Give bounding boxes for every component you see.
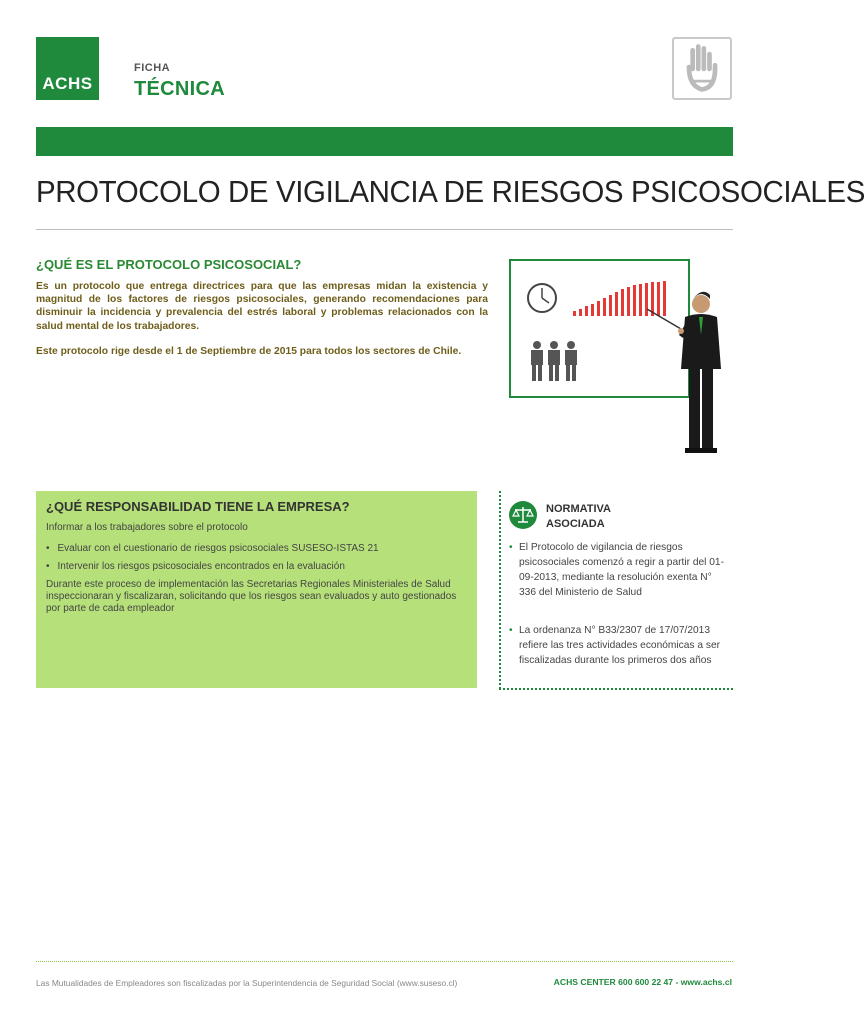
presentation-illustration: [509, 259, 733, 459]
title-divider: [36, 229, 733, 230]
achs-logo: [36, 37, 99, 100]
footer-contact: ACHS CENTER 600 600 22 47 - www.achs.cl: [553, 977, 732, 987]
hand-icon: [672, 37, 732, 100]
normativa-item-text: La ordenanza N° B33/2307 de 17/07/2013 refiere las tres actividades económicas a ser fiscalizadas durante los primeros dos años: [519, 625, 721, 666]
responsabilidad-bullet: • Intervenir los riesgos psicosociales encontrados en la evaluación: [46, 561, 466, 572]
responsabilidad-panel: [36, 491, 477, 688]
normativa-title-line2: ASOCIADA: [546, 518, 605, 530]
normativa-item-text: El Protocolo de vigilancia de riesgos psicosociales comenzó a regir a partir del 01-09-2013, mediante la resolución exenta N° 336 del Ministerio de Salud: [519, 542, 724, 598]
page-title: PROTOCOLO DE VIGILANCIA DE RIESGOS PSICOSOCIALES: [36, 174, 865, 209]
bullet-dot: •: [509, 542, 513, 553]
footer-disclaimer: Las Mutualidades de Empleadores son fiscalizadas por la Superintendencia de Seguridad Social (www.suseso.cl): [36, 978, 458, 988]
normativa-border-left: [499, 491, 501, 689]
responsabilidad-intro: Informar a los trabajadores sobre el protocolo: [46, 522, 248, 533]
logo-text: ACHS: [42, 74, 93, 93]
section-paragraph-que-es: Es un protocolo que entrega directrices para que las empresas midan la existencia y magnitud de los factores de riesgos psicosociales, generando recomendaciones para disminuir la incidencia y prevalencia del estrés laboral y problemas relacionados con la salud mental de los trabajadores.: [36, 281, 488, 332]
responsabilidad-closing: Durante este proceso de implementación las Secretarias Regionales Ministeriales de Salud inspeccionaran y fiscalizaran, solicitando que los riesgos sean evaluados y auto gestionados por parte de cada empleador: [46, 579, 457, 614]
footer-divider: [36, 961, 733, 962]
scales-icon: [509, 501, 537, 529]
section-heading-que-es: ¿QUÉ ES EL PROTOCOLO PSICOSOCIAL?: [36, 257, 302, 272]
bullet-dot: •: [509, 625, 513, 636]
header-green-bar: [36, 127, 733, 156]
normativa-title-line1: NORMATIVA: [546, 503, 611, 515]
normativa-title: [546, 502, 646, 532]
normativa-item: [509, 623, 729, 668]
tecnica-label: TÉCNICA: [134, 78, 225, 100]
responsabilidad-bullet: • Evaluar con el cuestionario de riesgos psicosociales SUSESO-ISTAS 21: [46, 543, 466, 554]
normativa-border-bottom: [499, 688, 733, 690]
section-heading-responsabilidad: ¿QUÉ RESPONSABILIDAD TIENE LA EMPRESA?: [46, 499, 350, 514]
section-paragraph-vigencia: Este protocolo rige desde el 1 de Septiembre de 2015 para todos los sectores de Chile.: [36, 346, 462, 357]
normativa-item: [509, 540, 729, 600]
ficha-label: FICHA: [134, 62, 171, 74]
